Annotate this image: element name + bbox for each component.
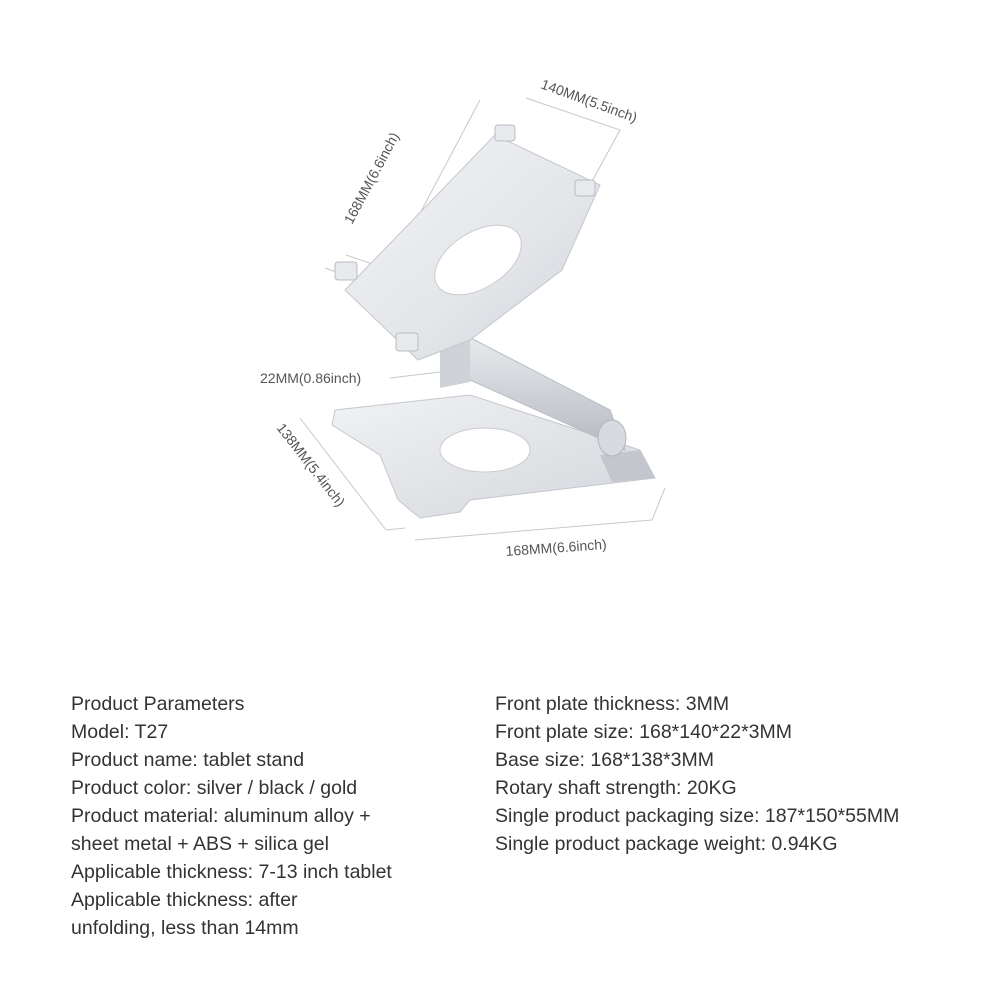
param-line: sheet metal + ABS + silica gel: [71, 833, 329, 855]
param-line: Model: T27: [71, 721, 169, 743]
dim-base-depth-label: 138MM(5.4inch): [273, 419, 349, 510]
params-heading: Product Parameters: [71, 693, 245, 715]
dim-hinge-label: 22MM(0.86inch): [260, 370, 362, 386]
param-line: Rotary shaft strength: 20KG: [495, 777, 737, 799]
param-line: Product color: silver / black / gold: [71, 777, 358, 799]
param-line: Single product package weight: 0.94KG: [495, 833, 838, 855]
param-line: Front plate thickness: 3MM: [495, 693, 730, 715]
parameters-left-column: [71, 690, 471, 942]
dim-base-width-label: 168MM(6.6inch): [505, 535, 608, 559]
param-line: Base size: 168*138*3MM: [495, 749, 714, 771]
param-line: Single product packaging size: 187*150*55MM: [495, 805, 900, 827]
parameters-right-column: [495, 690, 995, 858]
dim-plate-height-label: 168MM(6.6inch): [340, 129, 403, 227]
param-line: unfolding, less than 14mm: [71, 917, 299, 939]
param-line: Product name: tablet stand: [71, 749, 305, 771]
param-line: Front plate size: 168*140*22*3MM: [495, 721, 793, 743]
param-line: Product material: aluminum alloy +: [71, 805, 371, 827]
param-line: Applicable thickness: 7-13 inch tablet: [71, 861, 392, 883]
dim-top-depth-label: 140MM(5.5inch): [538, 75, 640, 126]
param-line: Applicable thickness: after: [71, 889, 298, 911]
